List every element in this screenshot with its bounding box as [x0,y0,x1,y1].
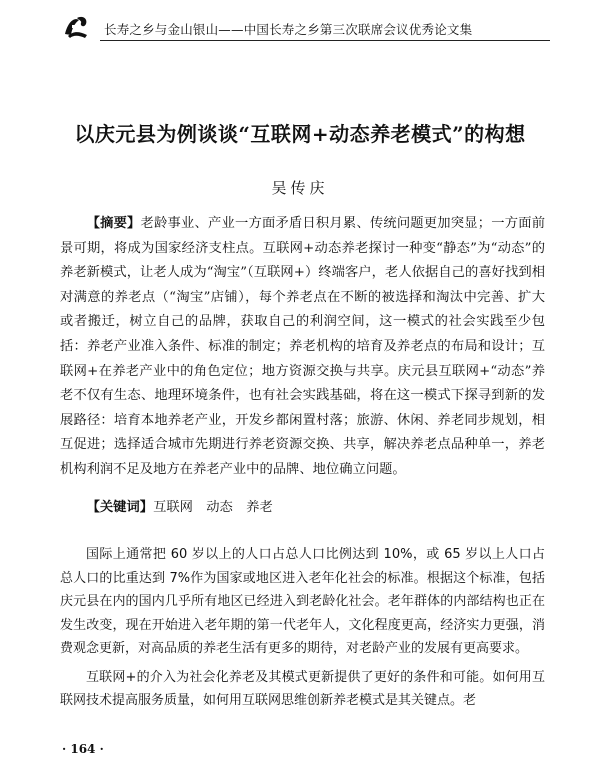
article-body [60,543,545,713]
running-title: 长寿之乡与金山银山——中国长寿之乡第三次联席会议优秀论文集 [104,22,473,37]
running-header [0,0,600,48]
body-paragraph: 国际上通常把 60 岁以上的人口占总人口比例达到 10%，或 65 岁以上人口占总人口的比重达到 7%作为国家或地区进入老年化社会的标准。根据这个标准，包括庆元县在内的国内几乎所有地区已经进入到老龄化社会。老年群体的内部结构也正在发生改变，现在开始进入老年期的第一代老年人，文化程度更高，经济实力更强，消费观念更新，对高品质的养老生活有更多的期待，对老龄产业的发展有更高要求。 [60,547,545,656]
keywords-text: 互联网 动态 养老 [153,500,273,515]
abstract-text: 老龄事业、产业一方面矛盾日积月累、传统问题更加突显；一方面前景可期，将成为国家经济支柱点。互联网+动态养老探讨一种变“静态”为“动态”的养老新模式，让老人成为“淘宝”（互联网+）终端客户，老人依据自己的喜好找到相对满意的养老点（“淘宝”店铺），每个养老点在不断的被选择和淘汰中完善、扩大或者搬迁，树立自己的品牌，获取自己的利润空间，这一模式的社会实践至少包括：养老产业准入条件、标准的制定；养老机构的培育及养老点的布局和设计；互联网+在养老产业中的角色定位；地方资源交换与共享。庆元县互联网+“动态”养老不仅有生态、地理环境条件，也有社会实践基础，将在这一模式下探寻到新的发展路径：培育本地养老产业，开发乡都闲置村落；旅游、休闲、养老同步规划，相互促进；选择适合城市先期进行养老资源交换、共享，解决养老点品种单一，养老机构利润不足及地方在养老产业中的品牌、地位确立问题。 [60,216,545,477]
header-rule [100,40,550,41]
keywords [60,496,545,515]
keywords-label: 【关键词】 [86,500,154,515]
body-paragraph: 互联网+的介入为社会化养老及其模式更新提供了更好的条件和可能。如何用互联网技术提高服务质量，如何用互联网思维创新养老模式是其关键点。老 [60,669,545,708]
page-number: · 164 · [62,742,104,756]
article-author: 吴传庆 [271,179,329,197]
abstract [60,212,545,483]
abstract-label: 【摘要】 [86,216,141,231]
calligraphy-brush-logo-icon [62,14,90,40]
article-title: 以庆元县为例谈谈“互联网+动态养老模式”的构想 [74,122,526,146]
